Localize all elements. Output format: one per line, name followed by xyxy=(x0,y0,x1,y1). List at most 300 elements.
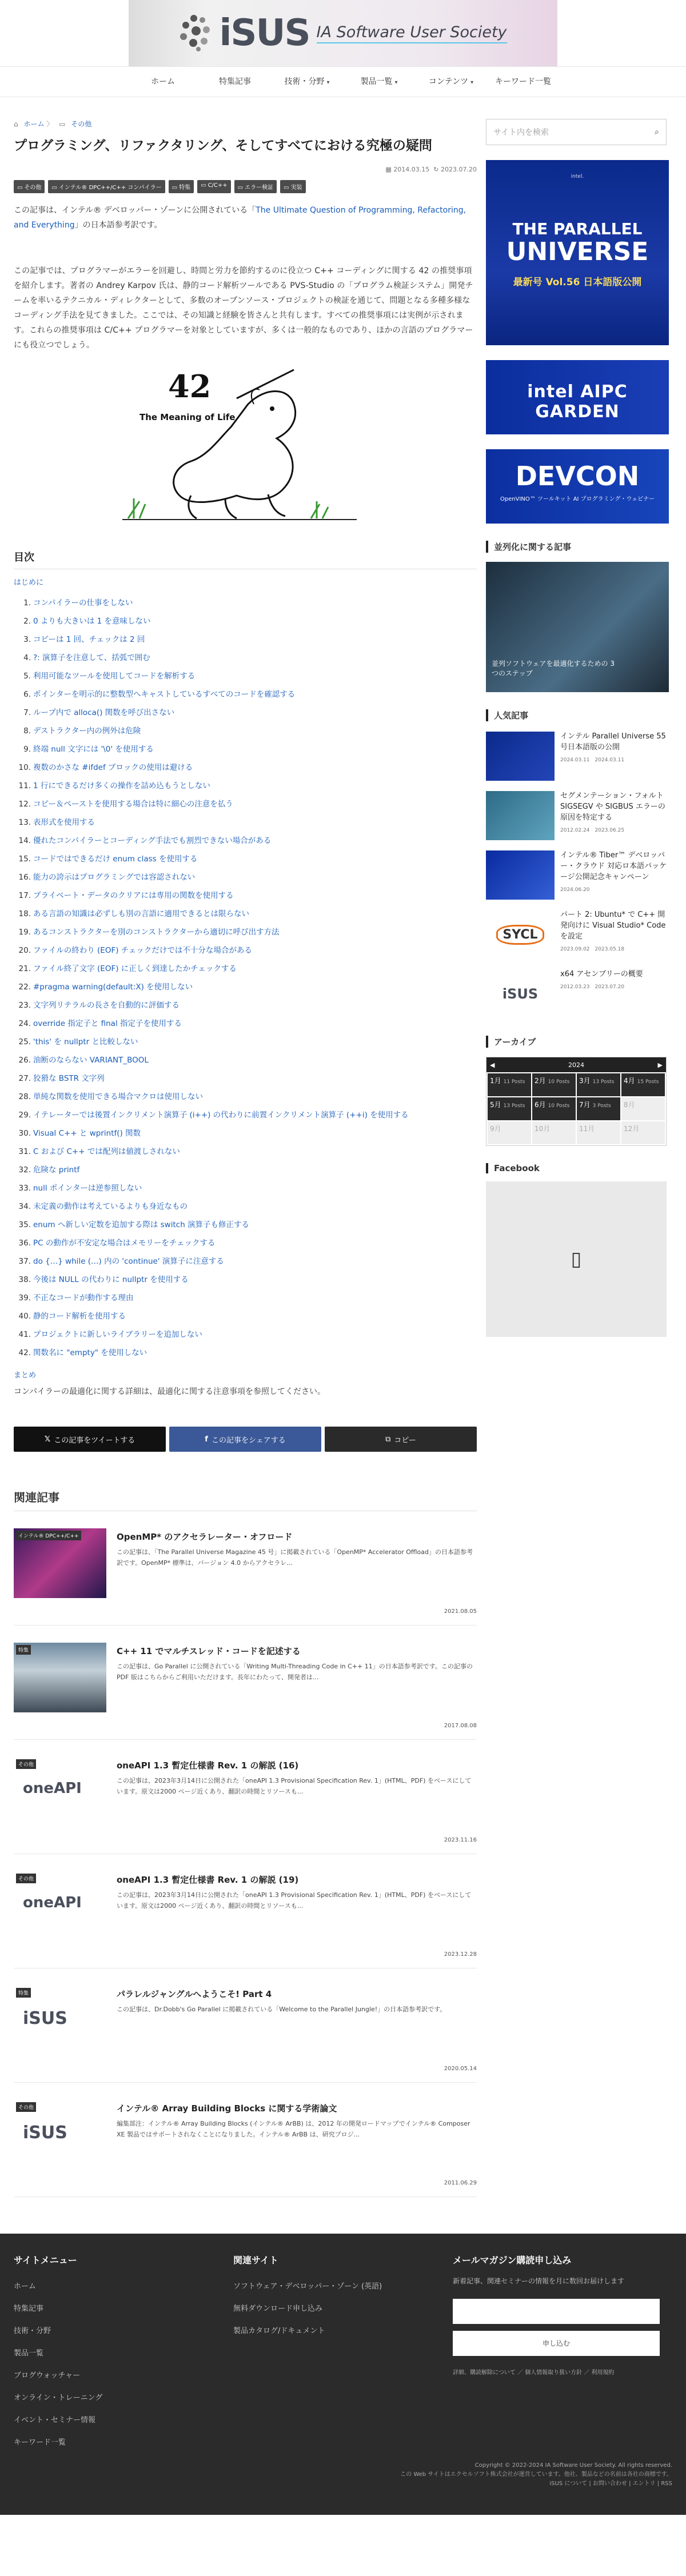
toc-number: 11. xyxy=(18,781,31,791)
tag[interactable] xyxy=(169,180,194,193)
related-title-text[interactable]: パラレルジャングルへようこそ! Part 4 xyxy=(117,1989,272,2000)
toc-item xyxy=(18,795,477,813)
toc-item xyxy=(18,996,477,1015)
related-body xyxy=(117,1757,477,1854)
ad-devcon-text: DEVCON xyxy=(515,461,640,492)
related-desc: この記事は、「The Parallel Universe Magazine 45 号」に掲載されている「OpenMP* Accelerator Offload」の日本語参考訳です。OpenMP* 標準は、バージョン 4.0 からアクセラレ... xyxy=(117,1548,473,1567)
popular-dates: 2012.03.23 2023.07.20 xyxy=(560,984,625,990)
toc-item xyxy=(23,667,477,685)
toc-link[interactable]: #pragma warning(default:X) を使用しない xyxy=(33,983,193,992)
toc-item xyxy=(18,1088,477,1106)
toc-number: 16. xyxy=(18,873,31,882)
related-date: 2023.12.28 xyxy=(444,1951,477,1958)
footer-menu-link[interactable]: ブログウォッチャー xyxy=(14,2371,81,2381)
facebook-share-button[interactable] xyxy=(169,1427,321,1452)
related-item[interactable] xyxy=(14,1528,477,1626)
toc-link[interactable]: 0 よりも大きいは 1 を意味しない xyxy=(33,617,151,626)
toc-item xyxy=(23,704,477,722)
archive-month[interactable] xyxy=(577,1097,620,1120)
popular-list xyxy=(486,732,672,1019)
footer-menu-link[interactable]: ホーム xyxy=(14,2282,37,2291)
intro-text xyxy=(14,203,477,233)
toc-item xyxy=(18,1106,477,1124)
popular-title[interactable]: パート 2: Ubuntu* で C++ 開発向けに Visual Studio* Code を設定 xyxy=(560,910,666,941)
closing-text: コンパイラーの最適化に関する詳細は、最適化に関する注意事項を参照してください。 xyxy=(14,1387,326,1397)
toc-item xyxy=(18,886,477,905)
related-desc: この記事は、Dr.Dobb's Go Parallel に掲載されている「Welcome to the Parallel Jungle!」の日本語参考訳です。 xyxy=(117,2006,446,2014)
toc-link[interactable]: コンパイラーの仕事をしない xyxy=(33,598,133,608)
archive-grid xyxy=(486,1072,666,1145)
toc-item xyxy=(18,758,477,777)
toc-number: 37. xyxy=(18,1257,31,1267)
related-date: 2021.08.05 xyxy=(444,1608,477,1615)
toc-item xyxy=(18,923,477,941)
nav-item-2[interactable]: 技術・分野 ▾ xyxy=(271,67,343,97)
toc-link[interactable]: 文字列リテラルの長さを自動的に評価する xyxy=(33,1001,180,1011)
toc-link[interactable]: 利用可能なツールを使用してコードを解析する xyxy=(33,672,196,681)
toc-item xyxy=(18,1234,477,1252)
toc-link[interactable]: プライベート・データのクリアには専用の関数を使用する xyxy=(33,891,234,901)
copy-label: コピー xyxy=(394,1436,416,1445)
toc-item xyxy=(18,960,477,978)
popular-title[interactable]: x64 アセンブリーの概要 xyxy=(560,970,643,979)
related-category: インテル® DPC++/C++ xyxy=(16,1531,81,1540)
toc-number: 18. xyxy=(18,909,31,919)
footer-menu-link[interactable]: 特集記事 xyxy=(14,2305,44,2314)
mail-description: 新着記事、関連セミナーの情報を月に数回お届けします xyxy=(453,2277,625,2286)
popular-item[interactable] xyxy=(486,910,672,959)
toc-item xyxy=(18,850,477,868)
main-column xyxy=(14,107,477,2197)
footer-related-title: 関連サイト xyxy=(233,2255,278,2266)
toc-number: 21. xyxy=(18,964,31,974)
footer-related-link[interactable]: ソフトウェア・デベロッパー・ゾーン (英語) xyxy=(233,2282,382,2291)
chevron-right-icon[interactable]: ▶ xyxy=(657,1061,663,1069)
tag[interactable] xyxy=(48,180,165,193)
facebook-widget[interactable] xyxy=(486,1181,667,1337)
folder-icon: ▭ xyxy=(201,182,206,189)
intro-link[interactable]: The Ultimate Question of Programming, Refactoring, and Everything xyxy=(14,206,466,230)
archive-post-count: 10 Posts xyxy=(548,1103,570,1109)
toc-item xyxy=(18,1033,477,1051)
related-category: その他 xyxy=(16,1874,36,1883)
toc-item xyxy=(23,740,477,758)
nav-item-5[interactable]: キーワード一覧 xyxy=(495,77,551,86)
toc-link[interactable]: Visual C++ と wprintf() 関数 xyxy=(33,1129,141,1139)
mail-title: メールマガジン購読申し込み xyxy=(453,2255,572,2266)
related-category: その他 xyxy=(16,1759,36,1769)
footer-menu-link[interactable]: 製品一覧 xyxy=(14,2349,44,2358)
toc-link[interactable]: 1 行にできるだけ多くの操作を詰め込もうとしない xyxy=(33,781,210,791)
toc-link[interactable]: 狡猾な BSTR 文字列 xyxy=(33,1074,105,1084)
email-field[interactable] xyxy=(453,2299,660,2324)
related-item[interactable] xyxy=(14,1871,477,1968)
ad-devcon[interactable] xyxy=(486,449,669,524)
breadcrumb xyxy=(14,119,477,129)
tag-label: 実装 xyxy=(290,185,302,191)
popular-thumbnail[interactable] xyxy=(486,791,555,840)
toc-link[interactable]: コピーは 1 回、チェックは 2 回 xyxy=(33,635,145,645)
toc-number: 14. xyxy=(18,836,31,846)
archive-post-count: 11 Posts xyxy=(503,1079,525,1085)
popular-dates: 2012.02.24 2023.06.25 xyxy=(560,827,625,833)
toc-item xyxy=(23,630,477,649)
toc-link[interactable]: C および C++ では配列は値渡しされない xyxy=(33,1147,180,1157)
toc-link[interactable]: コピー＆ペーストを使用する場合は特に細心の注意を払う xyxy=(33,800,233,809)
toc-item xyxy=(18,1216,477,1234)
archive-month-label: 5月 xyxy=(490,1101,501,1109)
global-nav xyxy=(0,66,686,97)
tag-label: エラー検証 xyxy=(245,185,274,191)
toc-link[interactable]: 不正なコードが動作する理由 xyxy=(33,1293,134,1303)
toc-link[interactable]: do {…} while (…) 内の 'continue' 演算子に注意する xyxy=(33,1257,224,1267)
operator-line: この Web サイトはエクセルソフト株式会社が運営しています。他社、製品などの名前は各社の商標です。 xyxy=(400,2471,672,2478)
archive-year: 2024 xyxy=(568,1061,584,1069)
toc-link[interactable]: ?: 演算子を注意して、括弧で囲む xyxy=(33,653,150,663)
archive-month xyxy=(621,1097,665,1120)
toc-link[interactable]: ループ内で alloca() 関数を呼び出さない xyxy=(33,708,175,718)
tag-list xyxy=(14,180,477,193)
archive-month-label: 2月 xyxy=(535,1077,546,1085)
toc-link[interactable]: 能力の誇示はプログラミングでは容認されない xyxy=(33,873,196,882)
archive-month-label: 9月 xyxy=(490,1125,501,1133)
toc-number: 2. xyxy=(23,617,31,626)
feature-caption: 並列ソフトウェアを最適化するための 3 つのステップ xyxy=(492,660,615,678)
breadcrumb-home[interactable]: ホーム xyxy=(23,120,45,128)
related-date: 2020.05.14 xyxy=(444,2066,477,2072)
toc-link[interactable]: あるコンストラクターを別のコンストラクターから適切に呼び出す方法 xyxy=(33,928,280,937)
toc-item xyxy=(18,1307,477,1325)
archive-month[interactable] xyxy=(488,1073,531,1096)
toc-item xyxy=(18,978,477,996)
toc-link[interactable]: PC の動作が不安定な場合はメモリーをチェックする xyxy=(33,1239,216,1248)
ad-ai-pc-garden[interactable] xyxy=(486,360,669,434)
related-body xyxy=(117,1871,477,1968)
body-paragraph: この記事では、プログラマーがエラーを回避し、時間と労力を節約するのに役立つ C++ コーディングに関する 42 の推奨事項を紹介します。著者の Andrey Karpov 氏は、静的コード解析ツールである PVS-Studio の「プログラム検証システム」開発チームを率いるテクニカル・ディレクターとして、多数のオープンソース・プロジェクトの検証を通じて、問題となる多種多様なコーディング手法を見てきました。ここでは、その知識と経験を皆さんと共有します。すべての推奨事項には実例が示されます。これらの推奨事項は C/C++ プログラマーを対象としていますが、多くは一般的なものであり、ほかの言語のプログラマーにも役立つでしょう。 xyxy=(14,266,473,350)
toc-link[interactable]: ファイルの終わり (EOF) チェックだけでは不十分な場合がある xyxy=(33,946,252,956)
related-thumbnail[interactable] xyxy=(14,1528,106,1598)
toc-item xyxy=(18,1252,477,1271)
related-thumbnail[interactable] xyxy=(14,1871,106,1941)
toc-number: 10. xyxy=(18,763,31,773)
archive-year-bar xyxy=(486,1057,666,1072)
calendar-icon: ▦ xyxy=(385,166,392,174)
toc-number: 33. xyxy=(18,1184,31,1193)
footer-related-sites xyxy=(233,2253,453,2454)
ad-garden-text: intel AIPC GARDEN xyxy=(527,382,628,422)
toc-link[interactable]: 油断のならない VARIANT_BOOL xyxy=(33,1056,149,1065)
archive-month xyxy=(532,1121,576,1144)
related-thumbnail[interactable] xyxy=(14,1757,106,1827)
tweet-button[interactable] xyxy=(14,1427,166,1452)
footer-newsletter xyxy=(453,2253,672,2454)
breadcrumb-separator: 〉 xyxy=(46,120,54,128)
toc-number: 20. xyxy=(18,946,31,956)
toc-link[interactable]: コードではできるだけ enum class を使用する xyxy=(33,854,198,864)
related-item[interactable] xyxy=(14,1757,477,1854)
ad-parallel-universe[interactable] xyxy=(486,160,669,345)
toc-item xyxy=(18,1179,477,1197)
toc-link[interactable]: 危険な printf xyxy=(33,1165,80,1175)
related-date: 2023.11.16 xyxy=(444,1837,477,1844)
related-item[interactable] xyxy=(14,1643,477,1740)
folder-icon: ▭ xyxy=(172,185,178,191)
tag[interactable] xyxy=(197,180,231,193)
archive-month-label: 3月 xyxy=(579,1077,591,1085)
archive-month[interactable] xyxy=(532,1073,576,1096)
related-title-text[interactable]: OpenMP* のアクセラレーター・オフロード xyxy=(117,1532,293,1543)
related-title-text[interactable]: oneAPI 1.3 暫定仕様書 Rev. 1 の解説 (19) xyxy=(117,1875,299,1886)
header-banner[interactable] xyxy=(129,0,557,66)
toc-link[interactable]: ある言語の知識は必ずしも別の言語に適用できるとは限らない xyxy=(33,909,249,919)
popular-item[interactable] xyxy=(486,791,672,840)
related-item[interactable] xyxy=(14,2100,477,2197)
archive-calendar xyxy=(486,1057,667,1146)
toc-link[interactable]: 優れたコンパイラーとコーディング手法でも割烈できない場合がある xyxy=(33,836,272,846)
related-category: 特集 xyxy=(16,1645,31,1655)
logo-mark-icon xyxy=(179,15,216,51)
toc-number: 22. xyxy=(18,983,31,992)
footer-menu-link[interactable]: オンライン・トレーニング xyxy=(14,2394,103,2403)
isus-logo-icon: iSUS xyxy=(502,986,539,1002)
toc-number: 28. xyxy=(18,1092,31,1102)
tag[interactable] xyxy=(234,180,277,193)
footer-menu-link[interactable]: イベント・セミナー情報 xyxy=(14,2416,96,2425)
content-wrap xyxy=(0,107,686,2197)
toc-item xyxy=(23,594,477,612)
toc-number: 40. xyxy=(18,1312,31,1321)
related-thumbnail[interactable] xyxy=(14,1986,106,2055)
related-date: 2017.08.08 xyxy=(444,1723,477,1730)
popular-thumbnail[interactable] xyxy=(486,910,555,959)
footer-menu-link[interactable]: キーワード一覧 xyxy=(14,2438,66,2447)
popular-item[interactable] xyxy=(486,850,672,900)
footer-related-link[interactable]: 製品カタログ/ドキュメント xyxy=(233,2327,325,2336)
footer-related-link[interactable]: 無料ダウンロード申し込み xyxy=(233,2305,323,2314)
feature-article-card[interactable] xyxy=(486,562,669,692)
unicorn-illustration xyxy=(122,364,357,530)
archive-month-label: 8月 xyxy=(624,1101,635,1109)
toc-number: 26. xyxy=(18,1056,31,1065)
archive-post-count: 13 Posts xyxy=(592,1079,615,1085)
toc-link[interactable]: イテレーターでは後置インクリメント演算子 (i++) の代わりに前置インクリメント演算子 (++i) を使用する xyxy=(33,1111,409,1120)
logo-icon: iSUS xyxy=(23,2123,67,2143)
archive-month[interactable] xyxy=(621,1073,665,1096)
toc-number: 23. xyxy=(18,1001,31,1011)
related-title-text[interactable]: C++ 11 でマルチスレッド・コードを記述する xyxy=(117,1646,301,1657)
related-body xyxy=(117,2100,477,2196)
nav-item-3[interactable]: 製品一覧 ▾ xyxy=(343,67,415,97)
tag[interactable] xyxy=(14,180,45,193)
site-header xyxy=(0,0,686,66)
archive-heading: アーカイブ xyxy=(486,1036,672,1048)
archive-month-label: 12月 xyxy=(624,1125,640,1133)
toc-item xyxy=(18,1271,477,1289)
logo-subtitle: IA Software User Society xyxy=(317,23,507,43)
related-thumbnail[interactable] xyxy=(14,2100,106,2170)
archive-month[interactable] xyxy=(577,1073,620,1096)
archive-month-label: 1月 xyxy=(490,1077,501,1085)
toc-item xyxy=(18,1325,477,1344)
folder-icon: ▭ xyxy=(59,120,66,128)
feature-heading: 並列化に関する記事 xyxy=(486,541,672,553)
toc-item xyxy=(18,832,477,850)
archive-month-label: 6月 xyxy=(535,1101,546,1109)
related-category: その他 xyxy=(16,2102,36,2112)
related-body xyxy=(117,1643,477,1739)
toc-link[interactable]: プロジェクトに新しいライブラリーを追加しない xyxy=(33,1330,202,1340)
archive-month[interactable] xyxy=(532,1097,576,1120)
popular-item[interactable] xyxy=(486,732,672,781)
post-dates xyxy=(14,166,477,173)
toc-number: 25. xyxy=(18,1037,31,1047)
toc-link[interactable]: 未定義の動作は考えているよりも身近なもの xyxy=(33,1202,188,1212)
toc-link[interactable]: ファイル終了文字 (EOF) に正しく到達したかチェックする xyxy=(33,964,237,974)
related-thumbnail[interactable] xyxy=(14,1643,106,1712)
popular-thumbnail[interactable] xyxy=(486,850,555,900)
related-date: 2011.06.29 xyxy=(444,2180,477,2187)
x-icon: 𝕏 xyxy=(44,1435,51,1444)
toc-number: 3. xyxy=(23,635,31,645)
toc-item xyxy=(18,1051,477,1069)
toc-item xyxy=(18,1015,477,1033)
ad-pu-big: UNIVERSE xyxy=(506,237,649,266)
popular-dates: 2024.03.11 2024.03.11 xyxy=(560,757,625,763)
document-icon: ▯ xyxy=(571,1248,582,1271)
toc-link[interactable]: ポインターを明示的に整数型へキャストしているすべてのコードを確認する xyxy=(33,690,296,700)
logo-icon: oneAPI xyxy=(23,1894,82,1912)
copyright-line: Copyright © 2022-2024 IA Software User Society. All rights reserved. xyxy=(474,2462,672,2469)
archive-month-label: 10月 xyxy=(535,1125,551,1133)
toc-list xyxy=(14,594,477,1362)
toc-link[interactable]: null ポインターは逆参照しない xyxy=(33,1184,142,1193)
related-desc: この記事は、Go Parallel に公開されている「Writing Multi-Threading Code in C++ 11」の日本語参考訳です。この記事の PDF 版はこちらからご利用いただけます。長年にわたって、開発者は... xyxy=(117,1663,473,1682)
sidebar xyxy=(486,107,672,2197)
ad-pu-sub: 最新号 Vol.56 日本語版公開 xyxy=(513,277,642,289)
ad-pu-top: THE PARALLEL xyxy=(512,219,643,238)
toc-item xyxy=(23,649,477,667)
related-desc: 編集部注：インテル® Array Building Blocks (インテル® ArBB) は、2012 年の開発ロードマップでインテル® Composer XE 製品ではサポートされなくことになりました。インテル® ArBB は、研究プロジ... xyxy=(117,2120,470,2139)
toc-end-link xyxy=(14,1369,477,1380)
toc-end[interactable]: まとめ xyxy=(14,1371,37,1380)
archive-post-count: 13 Posts xyxy=(503,1103,525,1109)
toc-start-link xyxy=(14,576,477,587)
related-item[interactable] xyxy=(14,1986,477,2083)
popular-thumbnail[interactable] xyxy=(486,969,555,1019)
home-icon: ⌂ xyxy=(14,120,18,128)
search-placeholder: サイト内を検索 xyxy=(493,128,549,137)
toc-number: 27. xyxy=(18,1074,31,1084)
date-published: 2014.03.15 xyxy=(393,166,430,174)
related-title-text[interactable]: oneAPI 1.3 暫定仕様書 Rev. 1 の解説 (16) xyxy=(117,1760,299,1771)
popular-title[interactable]: インテル® Tiber™ デベロッパー・クラウド 対応ロ本語パッケージ公開記念キャンペーン xyxy=(560,851,667,881)
related-desc: この記事は、2023年3月14日に公開された「oneAPI 1.3 Provisional Specification Rev. 1」(HTML、PDF) をベースにしています。原文は2000 ページ近くあり、翻訳の時間とリソースも... xyxy=(117,1777,472,1796)
footer-menu-link[interactable]: 技術・分野 xyxy=(14,2327,51,2336)
toc-number: 17. xyxy=(18,891,31,901)
related-desc: この記事は、2023年3月14日に公開された「oneAPI 1.3 Provisional Specification Rev. 1」(HTML、PDF) をベースにしています。原文は2000 ページ近くあり、翻訳の時間とリソースも... xyxy=(117,1891,472,1910)
toc-item xyxy=(18,813,477,832)
toc-link[interactable]: デストラクター内の例外は危険 xyxy=(33,726,141,736)
toc-start[interactable]: はじめに xyxy=(14,578,44,588)
popular-title[interactable]: セグメンテーション・フォルト SIGSEGV や SIGBUS エラーの原因を特定する xyxy=(560,792,665,822)
ad-devcon-sub: OpenVINO™ ツールキット AI プログラミング・ウェビナー xyxy=(500,496,655,502)
toc-number: 13. xyxy=(18,818,31,828)
related-body xyxy=(117,1528,477,1625)
toc-number: 24. xyxy=(18,1019,31,1029)
toc-number: 41. xyxy=(18,1330,31,1340)
toc-link[interactable]: enum へ新しい定数を追加する際は switch 演算子も修正する xyxy=(33,1220,250,1230)
subscribe-button[interactable]: 申し込む xyxy=(453,2331,660,2356)
toc-number: 31. xyxy=(18,1147,31,1157)
illustration-number: 42 xyxy=(168,368,212,405)
toc-link[interactable]: 複数のかさな #ifdef ブロックの使用は避ける xyxy=(33,763,193,773)
archive-month-label: 4月 xyxy=(624,1077,635,1085)
toc-link[interactable]: 単純な関数を使用できる場合マクロは使用しない xyxy=(33,1092,203,1102)
toc-title: 目次 xyxy=(14,549,477,569)
toc-item xyxy=(18,868,477,886)
related-category: 特集 xyxy=(16,1988,31,1998)
popular-body xyxy=(560,732,672,781)
popular-title[interactable]: インテル Parallel Universe 55 号日本語版の公開 xyxy=(560,732,666,752)
nav-item-1[interactable]: 特集記事 xyxy=(219,77,251,86)
footer-links[interactable]: iSUS について | お問い合わせ | エントリ | RSS xyxy=(549,2481,672,2487)
toc-number: 4. xyxy=(23,653,31,663)
toc-number: 38. xyxy=(18,1275,31,1285)
search-input[interactable] xyxy=(486,119,667,145)
copy-button[interactable] xyxy=(325,1427,477,1452)
popular-dates: 2023.09.02 2023.05.18 xyxy=(560,946,625,952)
toc-link[interactable]: 表形式を使用する xyxy=(33,818,95,828)
tag-label: インテル® DPC++/C++ コンパイラー xyxy=(58,185,162,191)
popular-item[interactable] xyxy=(486,969,672,1019)
toc-number: 39. xyxy=(18,1293,31,1303)
popular-thumbnail[interactable] xyxy=(486,732,555,781)
breadcrumb-current[interactable]: その他 xyxy=(71,120,92,128)
archive-month[interactable] xyxy=(488,1097,531,1120)
nav-item-4[interactable]: コンテンツ ▾ xyxy=(415,67,487,97)
tag[interactable] xyxy=(280,180,305,193)
chevron-left-icon[interactable]: ◀ xyxy=(490,1061,495,1069)
nav-item-0[interactable]: ホーム xyxy=(151,77,175,86)
search-icon[interactable]: ⌕ xyxy=(655,127,659,137)
sycl-logo-icon: SYCL xyxy=(496,925,544,945)
toc-number: 32. xyxy=(18,1165,31,1175)
popular-body xyxy=(560,850,672,900)
archive-month xyxy=(488,1121,531,1144)
toc-link[interactable]: 静的コード解析を使用する xyxy=(33,1312,126,1321)
mail-links[interactable]: 詳細、購読解除について ／ 個人情報取り扱い方針 ／ 利用規約 xyxy=(453,2369,615,2376)
toc-link[interactable]: 終端 null 文字には '\0' を使用する xyxy=(33,745,154,754)
popular-dates: 2024.06.20 xyxy=(560,886,590,893)
intel-logo-icon: intel. xyxy=(571,174,584,179)
toc-item xyxy=(18,1124,477,1143)
page-title: プログラミング、リファクタリング、そしてすべてにおける究極の疑問 xyxy=(14,138,432,153)
folder-icon: ▭ xyxy=(51,185,57,191)
tag-label: 特集 xyxy=(179,185,191,191)
related-title-text[interactable]: インテル® Array Building Blocks に関する学術論文 xyxy=(117,2103,337,2114)
related-list xyxy=(14,1528,477,2197)
refresh-icon: ↻ xyxy=(433,166,439,174)
toc-link[interactable]: 今後は NULL の代わりに nullptr を使用する xyxy=(33,1275,189,1285)
toc-number: 15. xyxy=(18,854,31,864)
toc-number: 42. xyxy=(18,1348,31,1358)
popular-body xyxy=(560,910,672,959)
popular-body xyxy=(560,969,643,1019)
toc-link[interactable]: 関数名に "empty" を使用しない xyxy=(33,1348,147,1358)
toc-item xyxy=(18,905,477,923)
toc-link[interactable]: override 指定子と final 指定子を使用する xyxy=(33,1019,182,1029)
toc-link[interactable]: 'this' を nullptr と比較しない xyxy=(33,1037,138,1047)
